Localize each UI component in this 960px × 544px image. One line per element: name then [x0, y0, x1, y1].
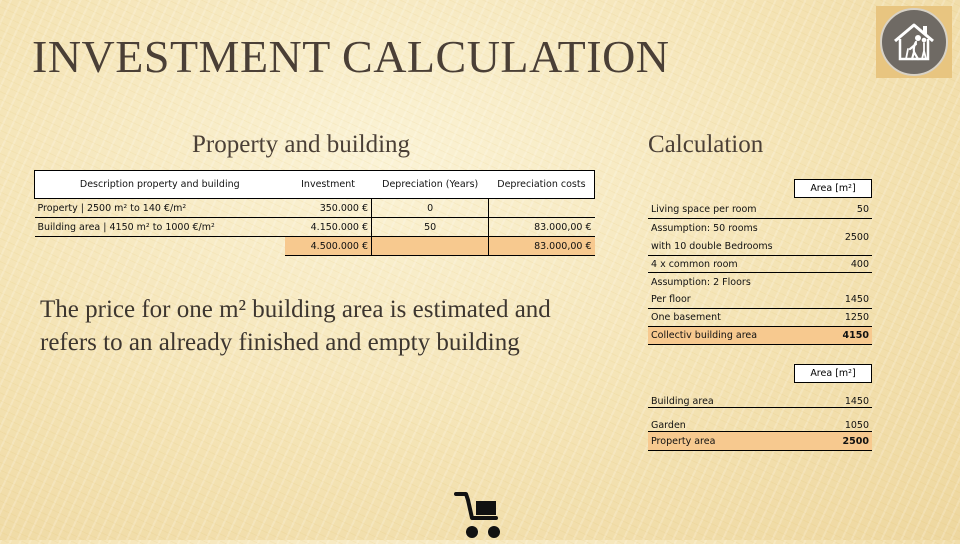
header-investment: Investment [285, 171, 372, 199]
investment-table [34, 170, 595, 256]
calc-label: Living space per room [648, 201, 827, 219]
area-value: 1450 [801, 384, 872, 408]
property-building-heading: Property and building [192, 131, 411, 158]
total-investment: 4.500.000 € [285, 237, 372, 256]
calc-value: 50 [827, 201, 872, 219]
total-row [35, 237, 595, 256]
table-row [648, 273, 872, 292]
calc-label: 4 x common room [648, 256, 827, 273]
calc-value: 1450 [827, 291, 872, 309]
table-row [648, 384, 872, 408]
total-row [648, 327, 872, 345]
row-years: 0 [372, 199, 489, 218]
table-row [35, 218, 595, 237]
table-row [648, 201, 872, 219]
table-row [648, 291, 872, 309]
price-note: The price for one m² building area is estimated and refers to an already finished and empty building [40, 296, 551, 356]
table-row [648, 219, 872, 238]
logo [876, 6, 952, 78]
row-description: Property | 2500 m² to 140 €/m² [35, 199, 285, 218]
total-spacer [35, 237, 285, 256]
total-years-empty [372, 237, 489, 256]
calc-label: Per floor [648, 291, 827, 309]
area-label: Garden [648, 408, 801, 432]
row-years: 50 [372, 218, 489, 237]
row-description: Building area | 4150 m² to 1000 €/m² [35, 218, 285, 237]
row-investment: 350.000 € [285, 199, 372, 218]
calc-label: One basement [648, 309, 827, 327]
area-value: 2500 [801, 432, 872, 451]
area-table [648, 384, 872, 451]
row-investment: 4.150.000 € [285, 218, 372, 237]
table-row [648, 408, 872, 432]
house-elder-logo-icon [880, 8, 948, 76]
calc-label: Assumption: 50 rooms [651, 222, 758, 234]
calculation-heading: Calculation [648, 131, 764, 158]
calc-value: 400 [827, 256, 872, 273]
table-row [648, 309, 872, 327]
table-row [35, 199, 595, 218]
area-label: Building area [648, 384, 801, 408]
row-costs [489, 199, 595, 218]
table-header-row [35, 171, 595, 199]
page-title: INVESTMENT CALCULATION [32, 31, 670, 82]
header-depreciation-costs: Depreciation costs [489, 171, 595, 199]
row-costs: 83.000,00 € [489, 218, 595, 237]
area-label: Property area [648, 432, 801, 451]
total-costs: 83.000,00 € [489, 237, 595, 256]
calc-value: 2500 [827, 219, 872, 256]
calc-label: Collectiv building area [648, 327, 827, 345]
header-depreciation-years: Depreciation (Years) [372, 171, 489, 199]
calculation-table [648, 201, 872, 345]
area-value: 1050 [801, 408, 872, 432]
area-header: Area [m²] [794, 179, 872, 198]
calc-value: 4150 [827, 327, 872, 345]
table-row [648, 256, 872, 273]
total-row [648, 432, 872, 451]
calc-value [827, 273, 872, 292]
calc-label: with 10 double Bedrooms [648, 237, 827, 256]
header-description: Description property and building [35, 171, 285, 199]
calc-value: 1250 [827, 309, 872, 327]
shopping-cart-icon [452, 490, 504, 544]
calc-label: Assumption: 2 Floors [651, 276, 751, 288]
area-header: Area [m²] [794, 364, 872, 383]
